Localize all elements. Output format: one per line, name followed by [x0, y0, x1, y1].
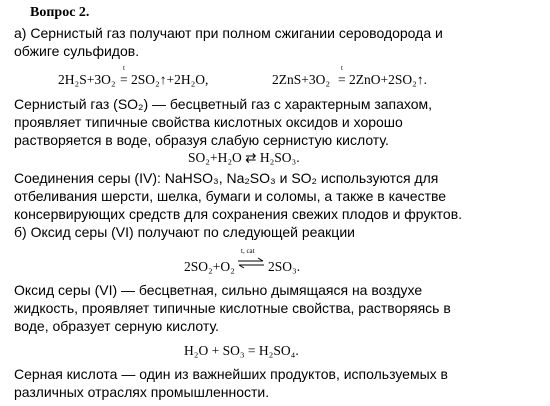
question-title: Вопрос 2.	[30, 5, 90, 20]
paragraph-so2-line-3: растворяется в воде, образуя слабую сернистую кислоту.	[14, 132, 389, 148]
paragraph-so2-line-2: проявляет типичные свойства кислотных оксидов и хорошо	[14, 114, 403, 130]
equation-2-condition: t	[341, 64, 343, 72]
equation-1-right: 2SO₂↑+2H₂O,	[131, 72, 209, 87]
paragraph-h2so4-line-1: Серная кислота — один из важнейших продуктов, используемых в	[14, 366, 448, 382]
equation-2-left: 2ZnS+3O₂	[272, 72, 331, 87]
equation-5: H₂O + SO₃ = H₂SO₄.	[184, 343, 299, 358]
equation-1-condition: t	[123, 64, 125, 72]
paragraph-compounds-line-2: отбеливания шерсти, шелка, бумаги и соломы, а также в качестве	[14, 188, 447, 204]
paragraph-a-line-2: обжиге сульфидов.	[14, 43, 140, 59]
paragraph-so3-line-1: Оксид серы (VI) — бесцветная, сильно дымящаяся на воздухе	[14, 282, 423, 298]
equation-4-left: 2SO₂+O₂	[184, 259, 235, 274]
equation-3: SO₂+H₂O ⇄ H₂SO₃.	[188, 150, 300, 165]
equation-1-left: 2H₂S+3O₂	[58, 72, 116, 87]
paragraph-h2so4-line-2: различных отраслях промышленности.	[14, 384, 270, 400]
paragraph-so3-line-2: жидкость, проявляет типичные кислотные свойства, растворяясь в	[14, 300, 451, 316]
paragraph-so3-line-3: воде, образует серную кислоту.	[14, 318, 219, 334]
equation-2-right: 2ZnO+2SO₂↑.	[349, 72, 427, 87]
equation-1-equals: =	[120, 72, 128, 87]
equation-4-right: 2SO₃.	[268, 259, 301, 274]
paragraph-so2-line-1: Сернистый газ (SO₂) — бесцветный газ с характерным запахом,	[14, 96, 433, 112]
equation-4-condition: t, cat	[241, 247, 255, 255]
paragraph-b: б) Оксид серы (VI) получают по следующей реакции	[14, 224, 355, 240]
paragraph-a-line-1: а) Сернистый газ получают при полном сжигании сероводорода и	[14, 25, 443, 41]
paragraph-compounds-line-3: консервирующих средств для сохранения свежих плодов и фруктов.	[14, 206, 463, 222]
reversible-arrow-icon	[236, 257, 266, 269]
equation-2-equals: =	[338, 72, 346, 87]
paragraph-compounds-line-1: Соединения серы (IV): NaHSO₃, Na₂SO₃ и SO₂ используются для	[14, 170, 439, 186]
